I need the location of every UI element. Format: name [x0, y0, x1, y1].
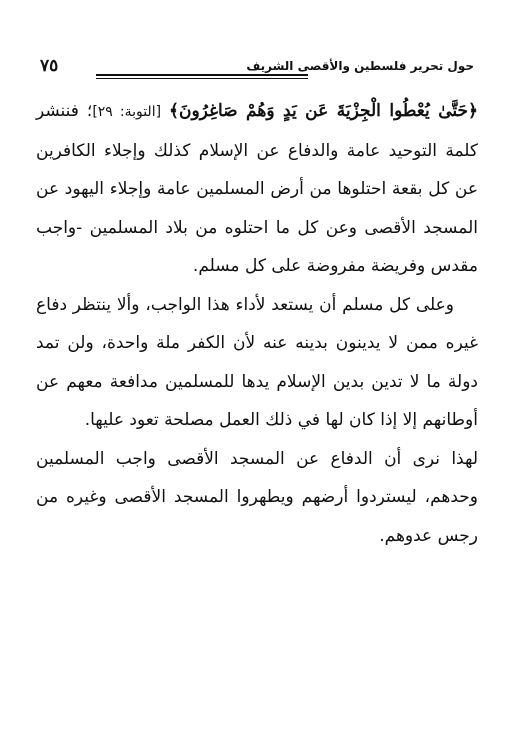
page-header	[40, 56, 474, 84]
header-rule-thin	[96, 78, 308, 79]
page-number: ٧٥	[40, 56, 59, 76]
running-title: حول تحرير فلسطين والأقصى الشريف	[246, 59, 474, 73]
quran-verse: ﴿حَتَّىٰ يُعْطُوا الْجِزْيَةَ عَن يَدٍ وَهُمْ صَاغِرُونَ﴾	[169, 101, 478, 121]
header-rule	[96, 74, 308, 76]
paragraph-2: وعلى كل مسلم أن يستعد لأداء هذا الواجب، وألا ينتظر دفاع غيره ممن لا يدينون بدينه عنه لأن الكفر ملة واحدة، ولن تمد دولة ما لا تدين بدين الإسلام يدها للمسلمين مدافعة معهم عن أوطانهم إلا إذا كان لها في ذلك العمل مصلحة تعود عليها.	[36, 294, 478, 430]
paragraph-3: لهذا نرى أن الدفاع عن المسجد الأقصى واجب المسلمين وحدهم، ليستردوا أرضهم ويطهروا المسجد الأقصى وغيره من رجس عدوهم.	[36, 448, 478, 546]
verse-reference: [التوبة: ٢٩]	[92, 104, 162, 120]
page-body	[36, 92, 478, 555]
paragraph-1-text: ؛ فننشر كلمة التوحيد عامة والدفاع عن الإسلام كذلك وإجلاء الكافرين عن كل بقعة احتلوها من أرض المسلمين عامة وإجلاء اليهود عن المسجد الأقصى وعن كل ما احتلوه من بلاد المسلمين -واجب مقدس وفريضة مفروضة على كل مسلم.	[36, 101, 478, 276]
paragraph-1	[36, 92, 478, 286]
